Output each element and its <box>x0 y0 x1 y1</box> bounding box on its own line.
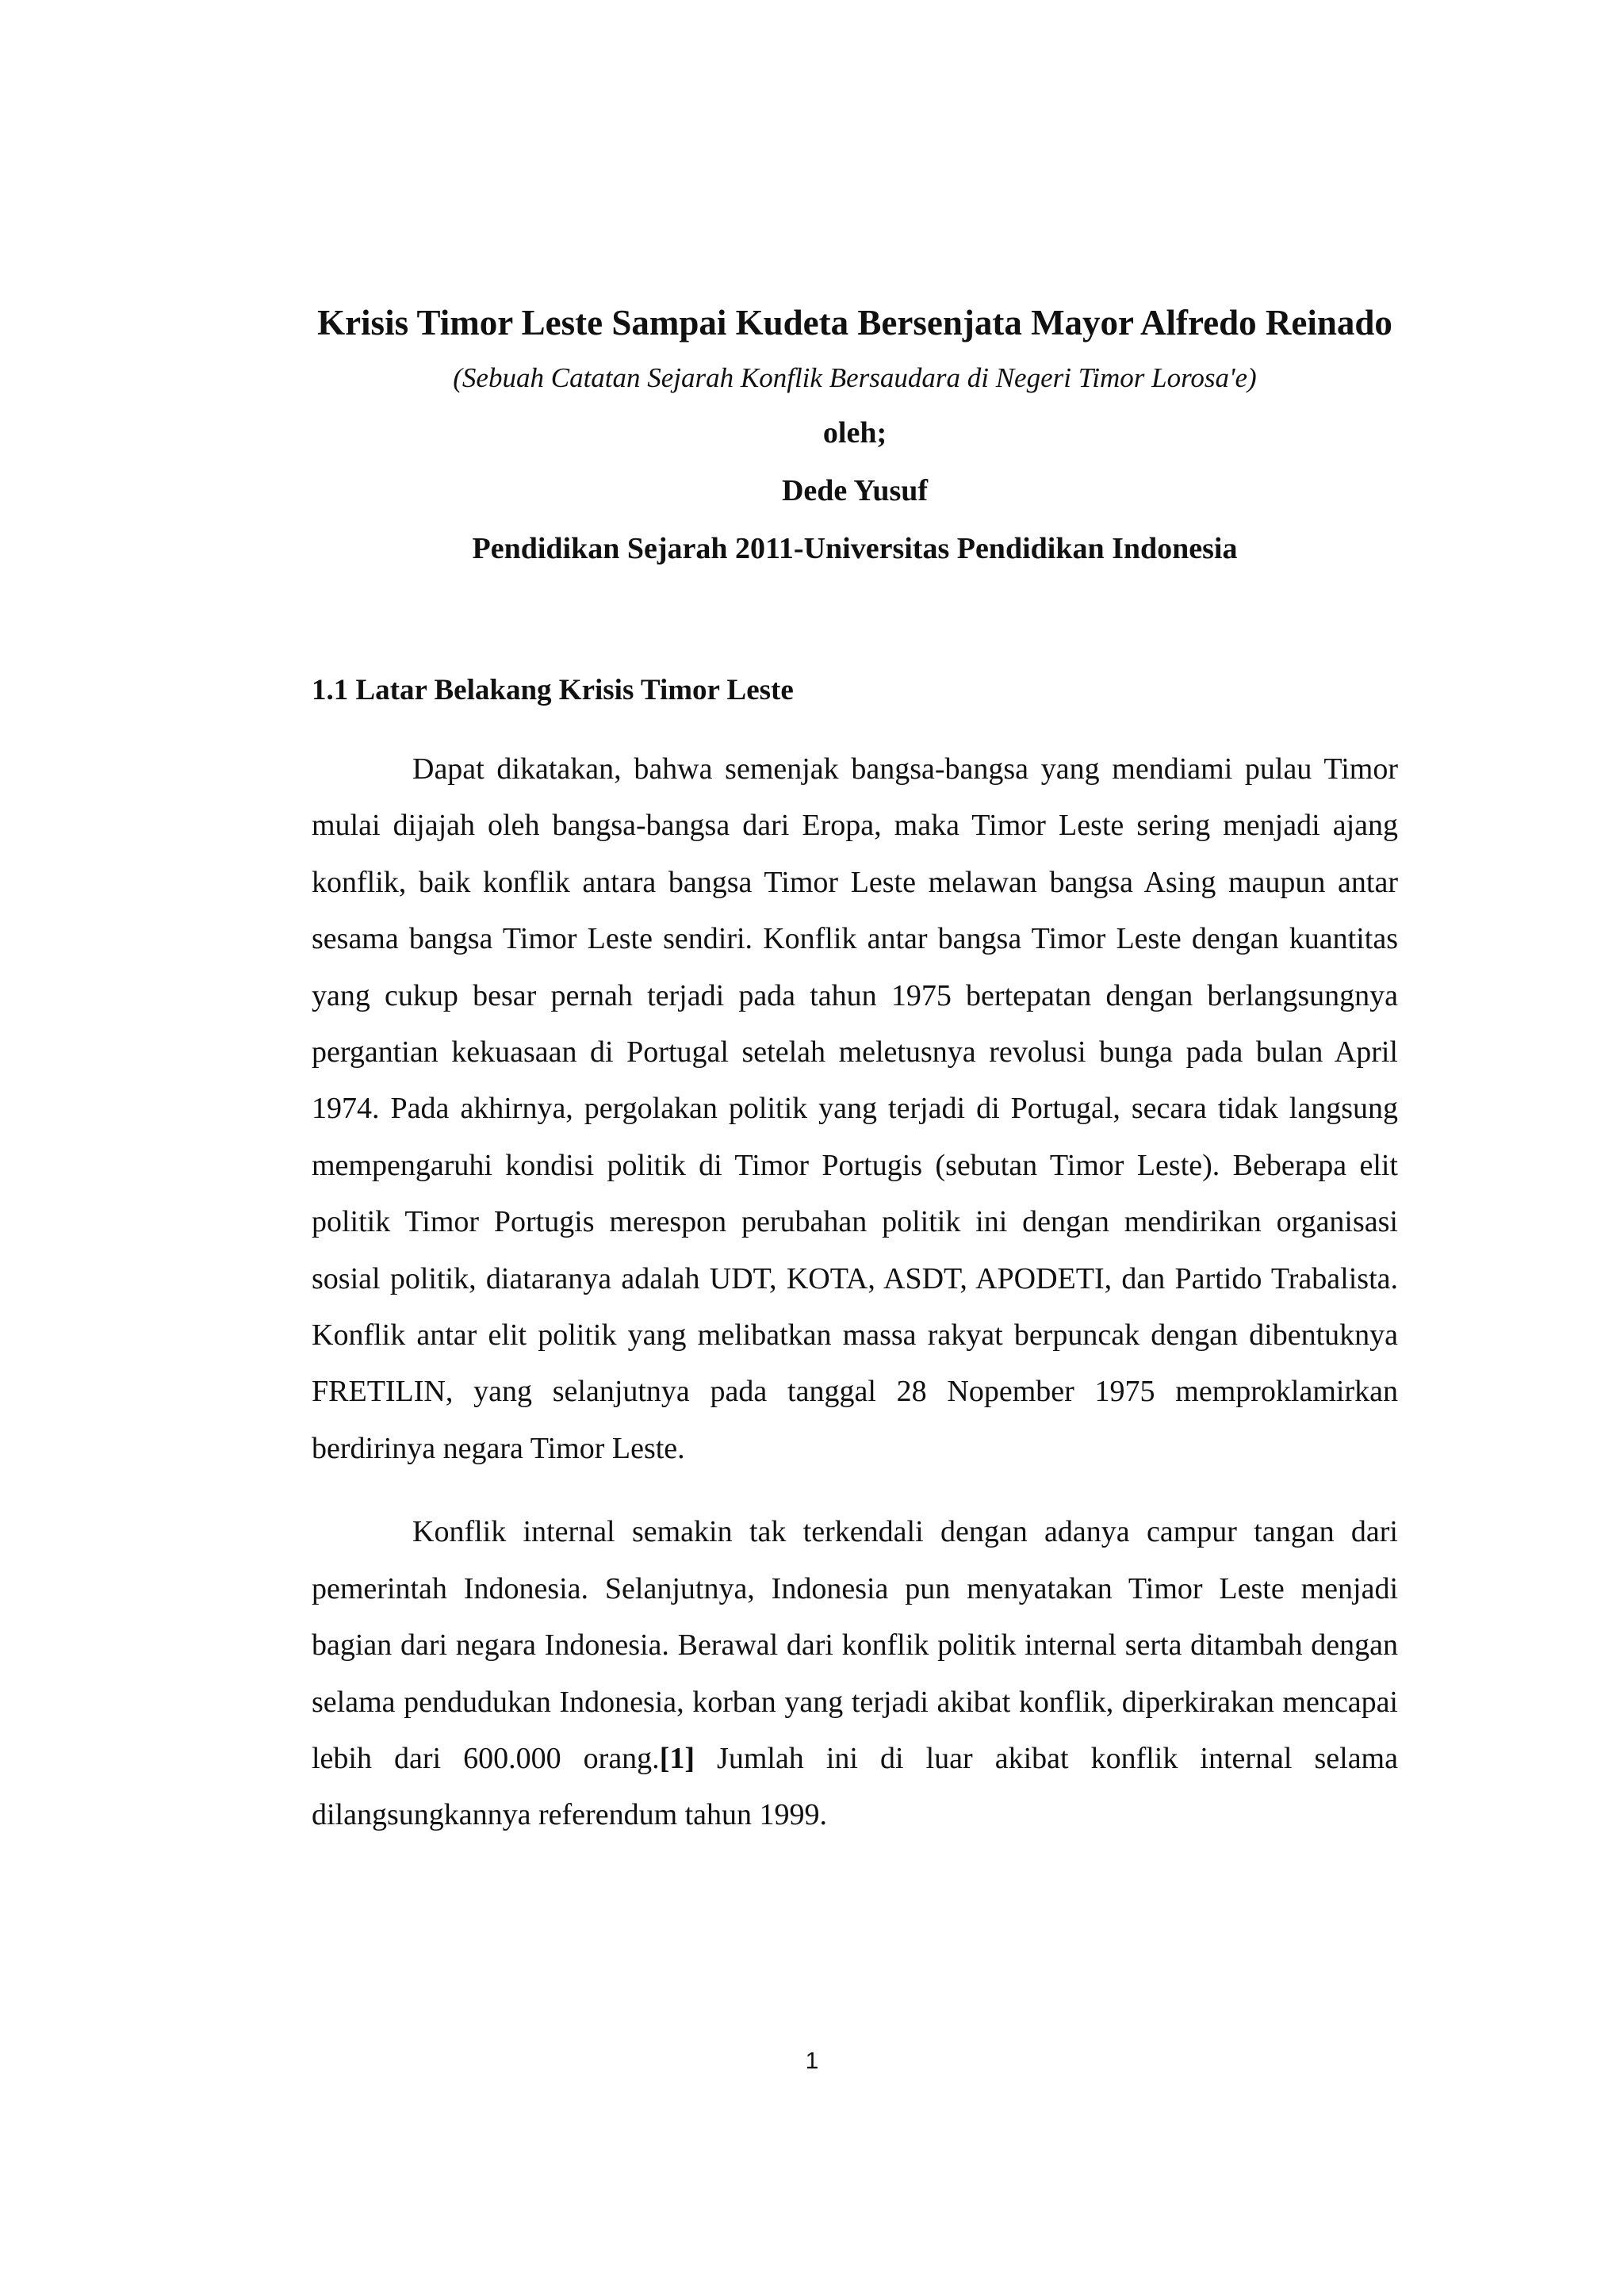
citation-reference: [1] <box>659 1741 695 1775</box>
body-paragraph-1: Dapat dikatakan, bahwa semenjak bangsa-bangsa yang mendiami pulau Timor mulai dijajah oleh bangsa-bangsa dari Eropa, maka Timor Leste sering menjadi ajang konflik, baik konflik antara bangsa Timor Leste melawan bangsa Asing maupun antar sesama bangsa Timor Leste sendiri. Konflik antar bangsa Timor Leste dengan kuantitas yang cukup besar pernah terjadi pada tahun 1975 bertepatan dengan berlangsungnya pergantian kekuasaan di Portugal setelah meletusnya revolusi bunga pada bulan April 1974. Pada akhirnya, pergolakan politik yang terjadi di Portugal, secara tidak langsung mempengaruhi kondisi politik di Timor Portugis (sebutan Timor Leste). Beberapa elit politik Timor Portugis merespon perubahan politik ini dengan mendirikan organisasi sosial politik, diataranya adalah UDT, KOTA, ASDT, APODETI, dan Partido Trabalista. Konflik antar elit politik yang melibatkan massa rakyat berpuncak dengan dibentuknya FRETILIN, yang selanjutnya pada tanggal 28 Nopember 1975 memproklamirkan berdirinya negara Timor Leste. <box>312 752 1398 1465</box>
page-number: 1 <box>805 2048 819 2074</box>
document-title: Krisis Timor Leste Sampai Kudeta Bersenjata Mayor Alfredo Reinado <box>317 303 1392 342</box>
section-heading: 1.1 Latar Belakang Krisis Timor Leste <box>312 674 794 706</box>
paragraph-2-text-start: Konflik internal semakin tak terkendali dengan adanya campur tangan dari pemerintah Indonesia. Selanjutnya, Indonesia pun menyatakan Timor Leste menjadi bagian dari negara Indonesia. Berawal dari konflik politik internal serta ditambah dengan selama pendudukan Indonesia, korban yang terjadi akibat konflik, diperkirakan mencapai lebih dari 600.000 orang. <box>312 1515 1398 1775</box>
document-content <box>312 293 1398 1844</box>
document-subtitle: (Sebuah Catatan Sejarah Konflik Bersaudara di Negeri Timor Lorosa'e) <box>453 362 1257 393</box>
author-affiliation: Pendidikan Sejarah 2011-Universitas Pendidikan Indonesia <box>472 532 1238 565</box>
author-name: Dede Yusuf <box>781 474 929 507</box>
body-paragraph-2 <box>312 1504 1398 1843</box>
paragraph-2-text-end: Jumlah ini di luar akibat konflik internal selama dilangsungkannya referendum tahun 1999. <box>312 1741 1398 1832</box>
by-label: oleh; <box>822 416 887 450</box>
